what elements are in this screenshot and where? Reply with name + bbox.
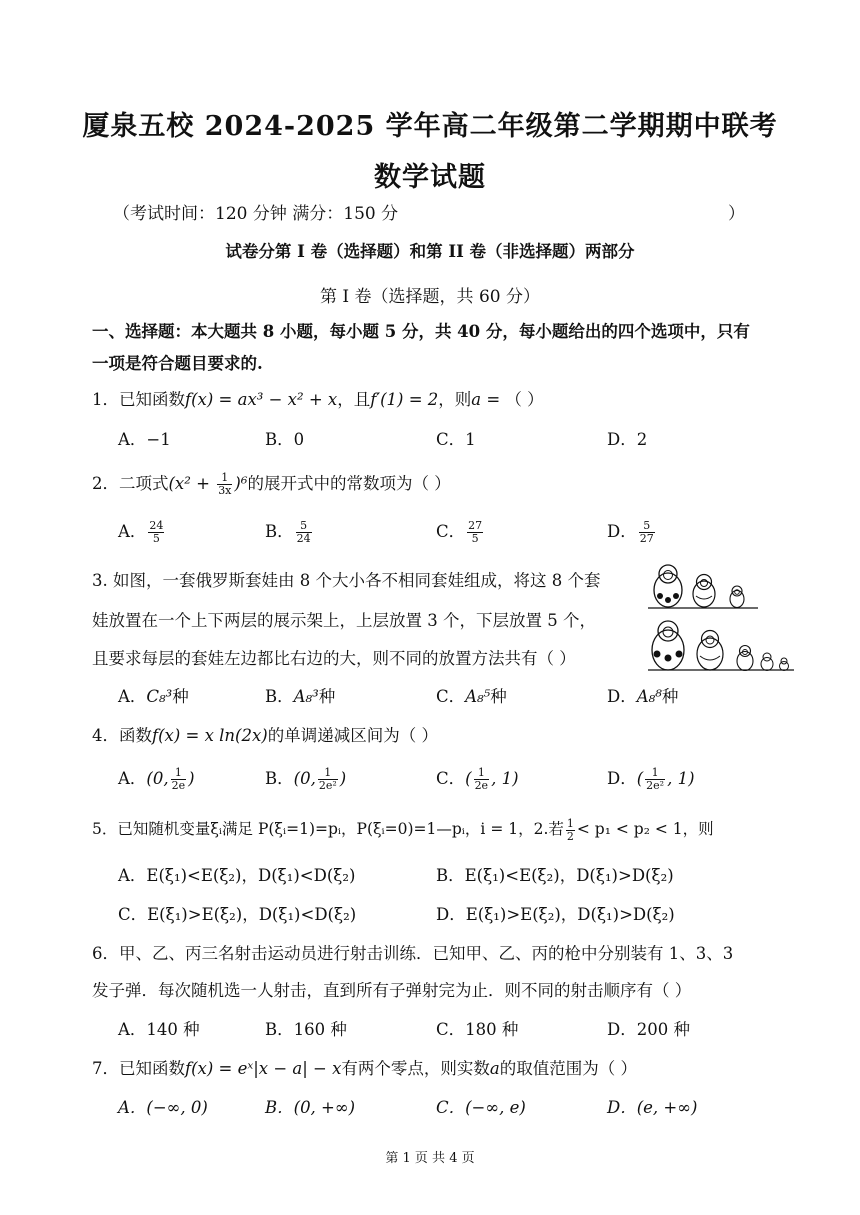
exam-meta: （考试时间：120 分钟 满分：150 分 bbox=[113, 204, 399, 224]
option-unit: 种 bbox=[318, 687, 336, 706]
question-7 bbox=[92, 1055, 637, 1079]
math-expression: ) bbox=[188, 769, 195, 788]
option-label: D． bbox=[607, 687, 637, 706]
question-3-line3: 且要求每层的套娃左边都比右边的大，则不同的放置方法共有（ ） bbox=[92, 649, 576, 668]
q4-option-b bbox=[265, 765, 346, 792]
q1-option-c: C．1 bbox=[436, 430, 476, 449]
fraction bbox=[171, 767, 187, 792]
fraction bbox=[296, 520, 312, 545]
doll-icon bbox=[761, 653, 773, 671]
option-label: D． bbox=[607, 769, 637, 788]
question-text: = （ ） bbox=[481, 390, 544, 409]
option-unit: 种 bbox=[172, 687, 189, 706]
math-expression: ) bbox=[339, 769, 347, 788]
question-text: 已知函数 bbox=[119, 1059, 185, 1078]
q5-option-d: D．E(ξ₁)>E(ξ₂)，D(ξ₁)>D(ξ₂) bbox=[436, 905, 675, 924]
q2-option-d bbox=[607, 518, 657, 545]
q1-option-a: A．−1 bbox=[118, 430, 171, 449]
q6-option-d: D．200 种 bbox=[607, 1020, 690, 1039]
question-1 bbox=[92, 386, 544, 410]
q7-option-d: D．(e, +∞) bbox=[607, 1098, 698, 1117]
fraction-numerator: 5 bbox=[639, 520, 655, 533]
q3-option-d bbox=[607, 683, 678, 707]
q6-option-c: C．180 种 bbox=[436, 1020, 519, 1039]
fraction bbox=[467, 520, 483, 545]
q3-option-b bbox=[265, 683, 335, 707]
option-label: A． bbox=[118, 522, 147, 541]
fraction bbox=[217, 472, 232, 497]
question-number: 3. bbox=[92, 571, 113, 590]
q4-option-a bbox=[118, 765, 195, 792]
fraction bbox=[566, 818, 575, 843]
fraction-denominator: 5 bbox=[471, 532, 479, 545]
section-title: 第 I 卷（选择题，共 60 分） bbox=[320, 287, 540, 307]
math-expression: , 1) bbox=[491, 769, 519, 788]
fraction bbox=[318, 767, 338, 792]
question-number: 2． bbox=[92, 474, 119, 493]
q6-option-a: A．140 种 bbox=[118, 1020, 200, 1039]
q4-option-c bbox=[436, 765, 519, 792]
q2-option-b bbox=[265, 518, 314, 545]
doll-icon bbox=[652, 621, 684, 670]
question-number: 4． bbox=[92, 726, 119, 745]
question-number: 1． bbox=[92, 390, 119, 409]
question-text: 的展开式中的常数项为（ ） bbox=[247, 474, 451, 493]
question-text: 已知随机变量ξᵢ满足 P(ξᵢ=1)=pᵢ，P(ξᵢ=0)=1—pᵢ，i = 1，2.若 bbox=[117, 820, 564, 838]
fraction-numerator: 1 bbox=[318, 767, 338, 780]
question-4 bbox=[92, 722, 438, 746]
fraction bbox=[645, 767, 665, 792]
option-label: D． bbox=[607, 522, 637, 541]
question-3-line1 bbox=[92, 567, 600, 591]
q3-option-a bbox=[118, 683, 189, 707]
question-text: 的取值范围为（ ） bbox=[499, 1059, 638, 1078]
fraction bbox=[474, 767, 490, 792]
math-expression: ( bbox=[636, 769, 644, 788]
fraction-numerator: 27 bbox=[468, 519, 483, 532]
math-expression: f(x) = x ln(2x) bbox=[152, 726, 268, 745]
question-number: 5． bbox=[92, 820, 118, 838]
instructions-line1: 一、选择题：本大题共 8 小题，每小题 5 分，共 40 分，每小题给出的四个选项中，只有 bbox=[92, 322, 750, 341]
option-label: A． bbox=[118, 687, 147, 706]
doll-icon bbox=[693, 575, 715, 608]
option-label: B． bbox=[265, 522, 294, 541]
fraction bbox=[639, 520, 655, 545]
math-expression: A₈⁸ bbox=[636, 687, 662, 706]
doll-icon bbox=[780, 658, 789, 671]
math-expression: )⁶ bbox=[234, 474, 248, 493]
fraction-numerator: 24 bbox=[149, 519, 164, 532]
option-label: C． bbox=[436, 769, 466, 788]
doll-icon bbox=[730, 586, 744, 608]
instructions-line2: 一项是符合题目要求的. bbox=[92, 354, 263, 373]
option-unit: 种 bbox=[490, 687, 507, 706]
parts-note: 试卷分第 I 卷（选择题）和第 II 卷（非选择题）两部分 bbox=[225, 242, 635, 261]
exam-title: 厦泉五校 2024-2025 学年高二年级第二学期期中联考 bbox=[82, 111, 778, 142]
fraction-denominator: 2e² bbox=[318, 779, 337, 792]
math-variable: a bbox=[489, 1059, 500, 1078]
math-expression: (x² + bbox=[168, 474, 216, 493]
question-text: ，则 bbox=[438, 390, 472, 409]
q4-option-d bbox=[607, 765, 695, 792]
math-expression: , 1) bbox=[667, 769, 695, 788]
math-expression: A₈⁵ bbox=[465, 687, 491, 706]
question-text: ，且 bbox=[337, 390, 371, 409]
math-expression: f(x) = eˣ|x − a| − x bbox=[185, 1059, 342, 1078]
math-expression: A₈³ bbox=[293, 687, 319, 706]
question-text: 已知函数 bbox=[119, 390, 185, 409]
fraction-denominator: 3x bbox=[218, 484, 232, 497]
q1-option-b: B．0 bbox=[265, 430, 305, 449]
option-label: B． bbox=[265, 769, 294, 788]
fraction bbox=[148, 520, 164, 545]
question-text: 有两个零点，则实数 bbox=[341, 1059, 490, 1078]
fraction-denominator: 2e² bbox=[646, 779, 665, 792]
question-5 bbox=[92, 817, 714, 843]
exam-subtitle: 数学试题 bbox=[374, 162, 486, 193]
option-label: C． bbox=[436, 522, 466, 541]
question-6-line1 bbox=[92, 940, 733, 964]
matryoshka-dolls-figure bbox=[646, 556, 796, 674]
question-text: 如图，一套俄罗斯套娃由 8 个大小各不相同套娃组成，将这 8 个套 bbox=[113, 571, 601, 590]
fraction-denominator: 2 bbox=[566, 829, 574, 843]
q5-option-a: A．E(ξ₁)<E(ξ₂)，D(ξ₁)<D(ξ₂) bbox=[118, 866, 356, 885]
math-expression: C₈³ bbox=[146, 687, 173, 706]
question-text: 的单调递减区间为（ ） bbox=[267, 726, 438, 745]
option-label: C． bbox=[436, 687, 466, 706]
question-text: 二项式 bbox=[119, 474, 169, 493]
q7-option-b: B．(0, +∞) bbox=[265, 1098, 356, 1117]
math-expression: f(x) = ax³ − x² + x bbox=[185, 390, 338, 409]
fraction-denominator: 2e bbox=[474, 779, 489, 792]
math-expression: ( bbox=[465, 769, 472, 788]
option-label: B． bbox=[265, 687, 294, 706]
q1-option-d: D．2 bbox=[607, 430, 648, 449]
doll-icon bbox=[737, 646, 753, 671]
q3-option-c bbox=[436, 683, 507, 707]
question-text: 函数 bbox=[119, 726, 152, 745]
exam-meta-close: ） bbox=[728, 204, 745, 224]
q2-option-c bbox=[436, 518, 485, 545]
question-text: 甲、乙、丙三名射击运动员进行射击训练．已知甲、乙、丙的枪中分别装有 1、3、3 bbox=[119, 944, 734, 963]
question-2 bbox=[92, 470, 451, 497]
q7-option-c: C．(−∞, e) bbox=[436, 1098, 526, 1117]
fraction-denominator: 27 bbox=[639, 532, 654, 545]
fraction-numerator: 1 bbox=[566, 816, 574, 830]
option-unit: 种 bbox=[661, 687, 679, 706]
fraction-numerator: 1 bbox=[217, 472, 232, 485]
option-label: A． bbox=[118, 769, 147, 788]
fraction-numerator: 1 bbox=[171, 767, 187, 780]
q7-option-a: A．(−∞, 0) bbox=[118, 1098, 208, 1117]
fraction-numerator: 5 bbox=[296, 520, 312, 533]
q5-option-c: C．E(ξ₁)>E(ξ₂)，D(ξ₁)<D(ξ₂) bbox=[118, 905, 357, 924]
q6-option-b: B．160 种 bbox=[265, 1020, 347, 1039]
fraction-numerator: 1 bbox=[474, 767, 490, 780]
math-variable: a bbox=[471, 390, 482, 409]
fraction-denominator: 24 bbox=[296, 532, 311, 545]
question-text: < p₁ < p₂ < 1，则 bbox=[576, 820, 714, 838]
fraction-numerator: 1 bbox=[645, 767, 665, 780]
question-number: 7． bbox=[92, 1059, 119, 1078]
doll-icon bbox=[697, 631, 723, 671]
math-expression: (0, bbox=[293, 769, 316, 788]
fraction-denominator: 2e bbox=[171, 779, 186, 792]
page-footer: 第 1 页 共 4 页 bbox=[385, 1151, 475, 1166]
q5-option-b: B．E(ξ₁)<E(ξ₂)，D(ξ₁)>D(ξ₂) bbox=[436, 866, 674, 885]
math-expression: (0, bbox=[146, 769, 169, 788]
question-3-line2: 娃放置在一个上下两层的展示架上，上层放置 3 个，下层放置 5 个， bbox=[92, 611, 596, 630]
fraction-denominator: 5 bbox=[152, 532, 160, 545]
math-expression: f′(1) = 2 bbox=[370, 390, 439, 409]
q2-option-a bbox=[118, 518, 166, 545]
question-6-line2: 发子弹．每次随机选一人射击，直到所有子弹射完为止．则不同的射击顺序有（ ） bbox=[92, 981, 692, 1000]
question-number: 6． bbox=[92, 944, 119, 963]
doll-icon bbox=[654, 565, 682, 607]
